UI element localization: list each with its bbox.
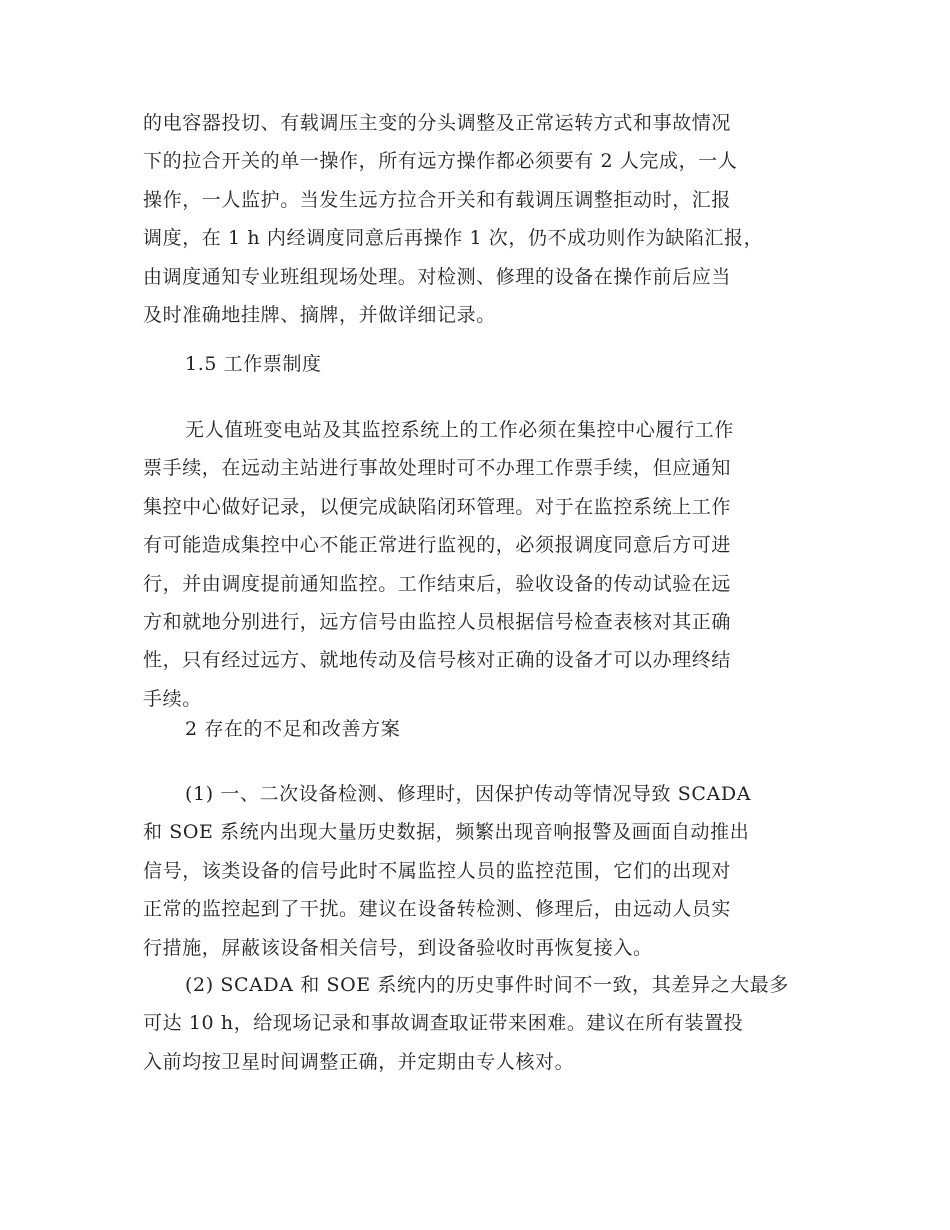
text-line: 调度，在 1 h 内经调度同意后再操作 1 次，仍不成功则作为缺陷汇报， <box>143 227 764 250</box>
text-line: (1) 一、二次设备检测、修理时，因保护传动等情况导致 SCADA <box>185 783 752 805</box>
text-line: 操作，一人监护。当发生远方拉合开关和有载调压调整拒动时，汇报 <box>143 188 732 211</box>
text-line: 行措施，屏蔽该设备相关信号，到设备验收时再恢复接入。 <box>143 936 653 959</box>
text-line: 可达 10 h，给现场记录和事故调查取证带来困难。建议在所有装置投 <box>143 1012 744 1035</box>
text-line: 由调度通知专业班组现场处理。对检测、修理的设备在操作前后应当 <box>143 265 732 288</box>
text-line: 行，并由调度提前通知监控。工作结束后，验收设备的传动试验在远 <box>143 572 732 595</box>
text-line: 手续。 <box>143 687 202 710</box>
section-heading: 1.5 工作票制度 <box>185 353 322 375</box>
text-line: 入前均按卫星时间调整正确，并定期由专人核对。 <box>143 1050 575 1073</box>
text-line: 的电容器投切、有载调压主变的分头调整及正常运转方式和事故情况 <box>143 112 732 134</box>
paragraph-item-2 <box>143 966 803 1081</box>
paragraph-operation-rules <box>143 104 803 334</box>
text-line: 正常的监控起到了干扰。建议在设备转检测、修理后，由远动人员实 <box>143 898 732 921</box>
text-line: 性，只有经过远方、就地传动及信号核对正确的设备才可以办理终结 <box>143 649 732 672</box>
text-line: (2) SCADA 和 SOE 系统内的历史事件时间不一致，其差异之大最多 <box>185 974 789 996</box>
text-line: 方和就地分别进行，远方信号由监控人员根据信号检查表核对其正确 <box>143 611 732 634</box>
text-line: 票手续，在远动主站进行事故处理时可不办理工作票手续，但应通知 <box>143 457 732 480</box>
section-heading-shortcomings <box>185 710 845 748</box>
section-heading-work-ticket <box>185 345 845 383</box>
paragraph-item-1 <box>143 775 803 967</box>
text-line: 信号，该类设备的信号此时不属监控人员的监控范围，它们的出现对 <box>143 859 732 882</box>
text-line: 下的拉合开关的单一操作，所有远方操作都必须要有 2 人完成，一人 <box>143 150 738 173</box>
text-line: 有可能造成集控中心不能正常进行监视的，必须报调度同意后方可进 <box>143 534 732 557</box>
section-heading: 2 存在的不足和改善方案 <box>185 718 401 740</box>
text-line: 无人值班变电站及其监控系统上的工作必须在集控中心履行工作 <box>185 419 734 441</box>
text-line: 集控中心做好记录，以便完成缺陷闭环管理。对于在监控系统上工作 <box>143 495 732 518</box>
text-line: 和 SOE 系统内出现大量历史数据，频繁出现音响报警及画面自动推出 <box>143 821 750 844</box>
paragraph-work-ticket <box>143 411 803 718</box>
text-line: 及时准确地挂牌、摘牌，并做详细记录。 <box>143 304 496 327</box>
